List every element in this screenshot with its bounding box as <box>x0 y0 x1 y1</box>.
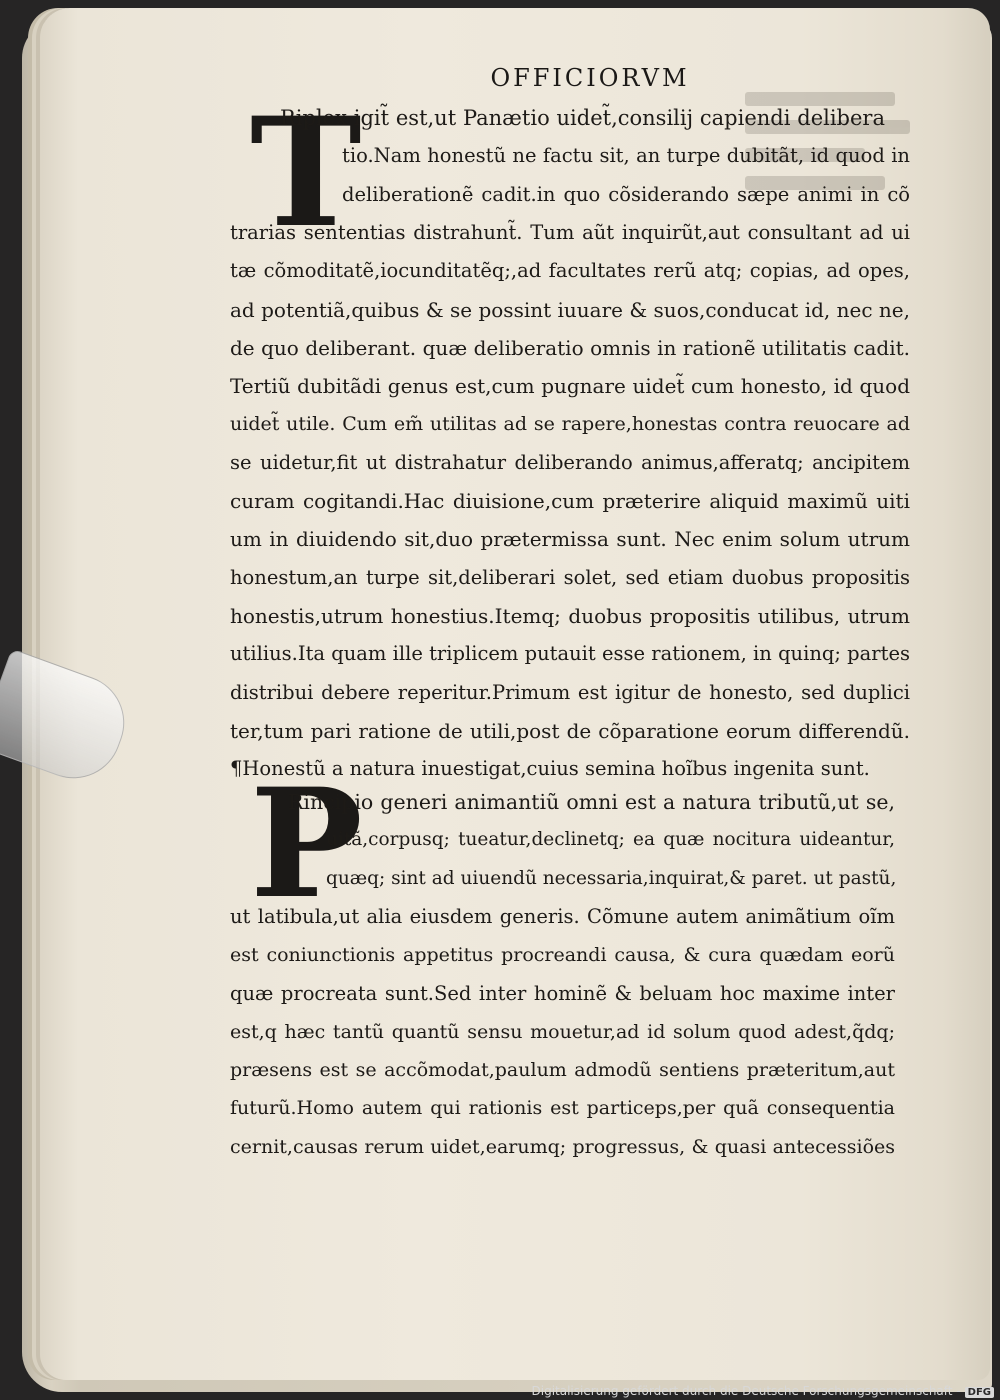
text-line: uidet̃ utile. Cum em̃ utilitas ad se rapere,honestas contra reuocare ad <box>230 413 910 436</box>
text-line: Rincipio generi animantiũ omni est a natura tributũ,ut se, <box>288 790 895 814</box>
text-line: distribui debere reperitur.Primum est igitur de honesto, sed duplici <box>230 680 910 704</box>
text-line: ter,tum pari ratione de utili,post de cõparatione eorum differendũ. <box>230 718 910 743</box>
dfg-logo: DFG <box>965 1387 994 1398</box>
text-line: um in diuidendo sit,duo prætermissa sunt. Nec enim solum utrum <box>230 527 910 552</box>
text-line: tæ cõmoditatẽ,iocunditatẽq;,ad facultates rerũ atq; copias, ad opes, <box>230 259 910 283</box>
text-line: honestum,an turpe sit,deliberari solet, sed etiam duobus propositis <box>230 565 910 589</box>
running-head: OFFICIORVM <box>490 64 690 92</box>
drop-initial-t: T <box>250 85 362 261</box>
text-line: utilius.Ita quam ille triplicem putauit esse rationem, in quinq; partes <box>230 642 910 666</box>
text-line: se uidetur,fit ut distrahatur deliberando animus,afferatq; ancipitem <box>230 450 910 474</box>
text-line: est coniunctionis appetitus procreandi causa, & cura quædam eorũ <box>230 944 895 967</box>
text-line: tio.Nam honestũ ne factu sit, an turpe dubitãt, id quod in <box>342 144 910 168</box>
text-line: uitã,corpusq; tueatur,declinetq; ea quæ nocitura uideantur, <box>326 829 895 851</box>
text-line: præsens est se accõmodat,paulum admodũ sentiens præteritum,aut <box>230 1059 895 1082</box>
text-line: honestis,utrum honestius.Itemq; duobus propositis utilibus, utrum <box>230 603 910 628</box>
text-line: ad potentiã,quibus & se possint iuuare & suos,conducat id, nec ne, <box>230 297 910 322</box>
text-line: est,q hæc tantũ quantũ sensu mouetur,ad id solum quod adest,q̃dq; <box>230 1020 895 1043</box>
text-line: quæq; sint ad uiuendũ necessaria,inquirat,& paret. ut pastũ, <box>326 867 897 889</box>
text-line: cernit,causas rerum uidet,earumq; progressus, & quasi antecessiões <box>230 1135 895 1158</box>
text-line: de quo deliberant. quæ deliberatio omnis in rationẽ utilitatis cadit. <box>230 335 910 360</box>
text-line: deliberationẽ cadit.in quo cõsiderando sæpe animi in cõ <box>342 182 910 206</box>
text-line: ut latibula,ut alia eiusdem generis. Cõmune autem animãtium oĩm <box>230 904 895 928</box>
footer-text: Digitalisierung gefördert durch die Deutsche Forschungsgemeinschaft - <box>531 1384 961 1398</box>
text-line: futurũ.Homo autem qui rationis est particeps,per quã consequentia <box>230 1097 895 1120</box>
text-line: ¶Honestũ a natura inuestigat,cuius semina hoĩbus ingenita sunt. <box>230 757 870 781</box>
text-line: Riplex igit̃ est,ut Panætio uidet̃,consilij capiendi delibera <box>280 106 885 130</box>
text-line: trarias sententias distrahunt̃. Tum aũt inquirũt,aut consultant ad ui <box>230 220 910 244</box>
text-line: quæ procreata sunt.Sed inter hominẽ & beluam hoc maxime inter <box>230 981 895 1005</box>
text-line: curam cogitandi.Hac diuisione,cum præterire aliquid maximũ uiti <box>230 489 910 513</box>
text-line: Tertiũ dubitãdi genus est,cum pugnare uidet̃ cum honesto, id quod <box>230 374 910 399</box>
footer-credit <box>532 1384 995 1398</box>
drop-initial-p: P <box>250 756 363 932</box>
